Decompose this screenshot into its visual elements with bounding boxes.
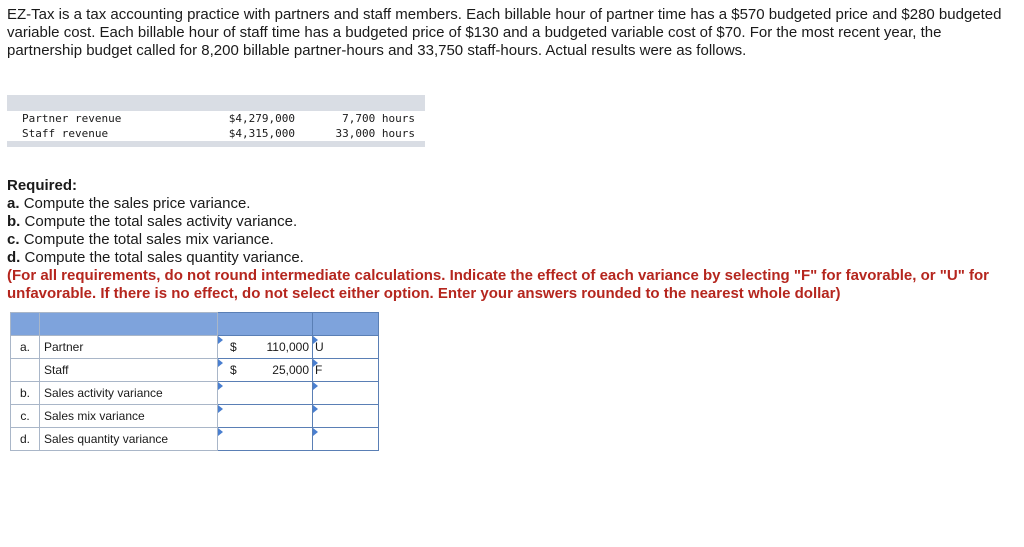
answer-letter: c. [11,405,40,428]
table-row [7,111,425,126]
answer-row [11,336,379,359]
amount-input[interactable] [218,382,313,405]
answer-row [11,359,379,382]
requirement-item: c. Compute the total sales mix variance. [7,231,274,248]
input-marker-icon [218,359,223,367]
amount-input[interactable]: $ 25,000 [218,359,313,382]
row-hours: 7,700 hours [342,112,415,125]
input-marker-icon [218,428,223,436]
requirement-item: b. Compute the total sales activity variance. [7,213,298,230]
actual-results-table [7,95,425,147]
answer-row [11,382,379,405]
input-marker-icon [218,405,223,413]
answer-label: Sales mix variance [40,405,218,428]
instructions-note: (For all requirements, do not round intermediate calculations. Indicate the effect of each variance by selecting "F" for favorable, or "U" for unfavorable. If there is no effect, do not select either option. Enter your answers rounded to the nearest whole dollar) [7,267,989,302]
requirement-item: a. Compute the sales price variance. [7,195,251,212]
effect-select[interactable] [313,405,379,428]
answer-letter [11,359,40,382]
answer-header-row [11,313,379,336]
input-marker-icon [218,382,223,390]
answer-row [11,405,379,428]
answer-letter: b. [11,382,40,405]
answer-label: Staff [40,359,218,382]
row-label: Staff revenue [22,127,109,140]
answer-letter: d. [11,428,40,451]
answer-label: Sales quantity variance [40,428,218,451]
input-marker-icon [313,382,318,390]
amount-input[interactable] [218,428,313,451]
input-marker-icon [313,405,318,413]
row-label: Partner revenue [22,112,122,125]
answer-letter: a. [11,336,40,359]
effect-select[interactable] [313,382,379,405]
row-amount: $4,279,000 [228,112,295,125]
requirement-item: d. Compute the total sales quantity variance. [7,249,304,266]
effect-select[interactable]: F [313,359,379,382]
table-row [7,126,425,141]
input-marker-icon [313,428,318,436]
answer-label: Sales activity variance [40,382,218,405]
table-band-top [7,95,425,111]
answer-table [10,312,379,451]
effect-select[interactable] [313,428,379,451]
problem-intro: EZ-Tax is a tax accounting practice with partners and staff members. Each billable hour of partner time has a $570 budgeted price and $280 budgeted variable cost. Each billable hour of staff time has a budgeted price of $130 and a budgeted variable cost of $70. For the most recent year, the partnership budget called for 8,200 billable partner-hours and 33,750 staff-hours. Actual results were as follows. [7,6,1002,59]
required-section [7,177,1017,303]
answer-label: Partner [40,336,218,359]
row-amount: $4,315,000 [228,127,295,140]
input-marker-icon [218,336,223,344]
answer-row [11,428,379,451]
amount-input[interactable]: $ 110,000 [218,336,313,359]
amount-input[interactable] [218,405,313,428]
required-heading: Required: [7,177,78,194]
row-hours: 33,000 hours [335,127,415,140]
table-band-bottom [7,141,425,147]
effect-select[interactable]: U [313,336,379,359]
